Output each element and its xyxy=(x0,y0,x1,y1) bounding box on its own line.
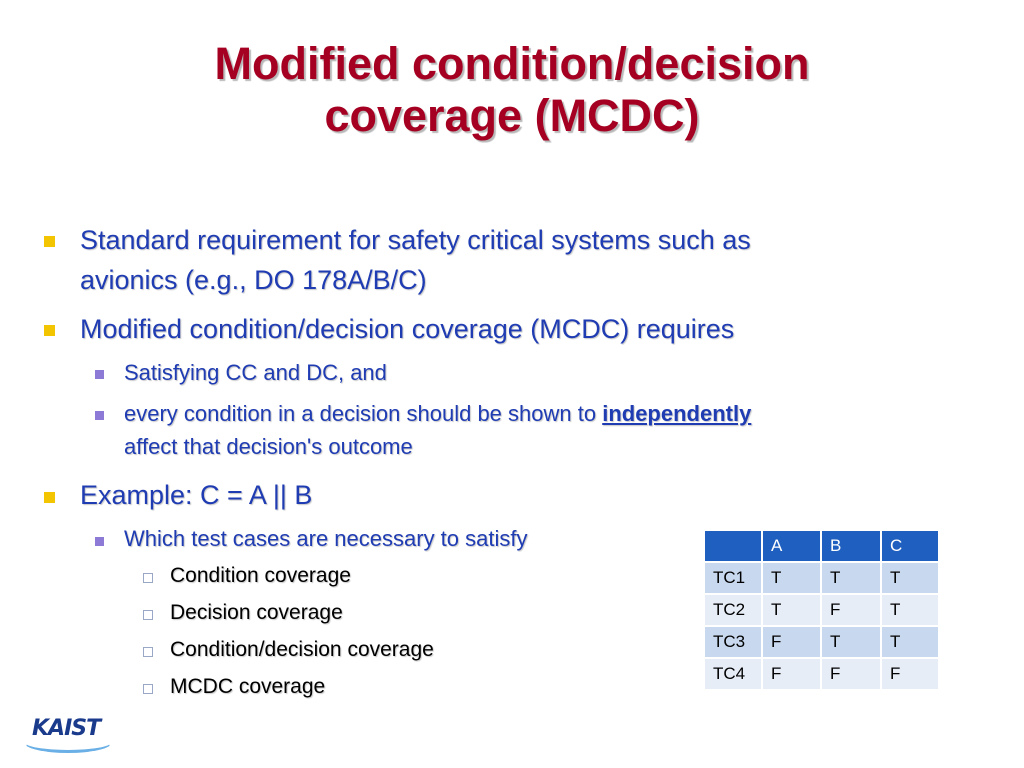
table-cell: TC2 xyxy=(704,594,762,626)
table-cell: T xyxy=(881,562,939,594)
table-cell: T xyxy=(821,562,881,594)
bullet-2-sub-1: Satisfying CC and DC, and xyxy=(124,360,387,385)
table-cell: F xyxy=(821,594,881,626)
independently-link[interactable]: independently xyxy=(602,401,752,426)
slide-title-line1: Modified condition/decision xyxy=(214,38,810,89)
bullet-2-sub-2-line2: affect that decision's outcome xyxy=(124,434,413,459)
table-header-cell xyxy=(704,530,762,562)
table-cell: TC1 xyxy=(704,562,762,594)
table-header-cell: C xyxy=(881,530,939,562)
bullet-3-sub-1: Which test cases are necessary to satisfy xyxy=(124,526,528,551)
table-cell: F xyxy=(762,658,821,690)
table-cell: TC4 xyxy=(704,658,762,690)
bullet-2-sub-2-text: every condition in a decision should be shown to xyxy=(124,401,603,426)
table-cell: F xyxy=(821,658,881,690)
table-cell: T xyxy=(821,626,881,658)
table-cell: TC3 xyxy=(704,626,762,658)
table-header-row xyxy=(704,530,939,562)
table-row xyxy=(704,658,939,690)
table-row xyxy=(704,626,939,658)
table-row xyxy=(704,594,939,626)
coverage-item-1: Condition coverage xyxy=(170,564,351,587)
bullet-3: Example: C = A || B xyxy=(80,480,313,510)
table-cell: T xyxy=(762,594,821,626)
coverage-item-4: MCDC coverage xyxy=(170,675,326,698)
table-cell: T xyxy=(762,562,821,594)
sub-sub-bullet-marker xyxy=(143,610,153,620)
table-cell: T xyxy=(881,594,939,626)
logo-text: KAIST xyxy=(32,716,101,741)
sub-sub-bullet-marker xyxy=(143,684,153,694)
table-header-cell: A xyxy=(762,530,821,562)
bullet-1-line2: avionics (e.g., DO 178A/B/C) xyxy=(80,265,427,295)
sub-sub-bullet-marker xyxy=(143,573,153,583)
sub-sub-bullet-marker xyxy=(143,647,153,657)
bullet-2: Modified condition/decision coverage (MCDC) requires xyxy=(80,314,735,344)
bullet-1-line1: Standard requirement for safety critical systems such as xyxy=(80,225,751,255)
kaist-logo xyxy=(24,714,110,752)
bullet-marker xyxy=(44,325,55,336)
bullet-marker xyxy=(44,492,55,503)
table-cell: T xyxy=(881,626,939,658)
slide-title-line2: coverage (MCDC) xyxy=(324,90,700,141)
table-row xyxy=(704,562,939,594)
sub-bullet-marker xyxy=(95,370,104,379)
truth-table xyxy=(703,529,940,691)
coverage-item-3: Condition/decision coverage xyxy=(170,638,434,661)
table-header-cell: B xyxy=(821,530,881,562)
sub-bullet-marker xyxy=(95,537,104,546)
table-cell: F xyxy=(881,658,939,690)
bullet-2-sub-2-line1 xyxy=(124,398,751,430)
coverage-item-2: Decision coverage xyxy=(170,601,343,624)
table-cell: F xyxy=(762,626,821,658)
bullet-marker xyxy=(44,236,55,247)
sub-bullet-marker xyxy=(95,411,104,420)
